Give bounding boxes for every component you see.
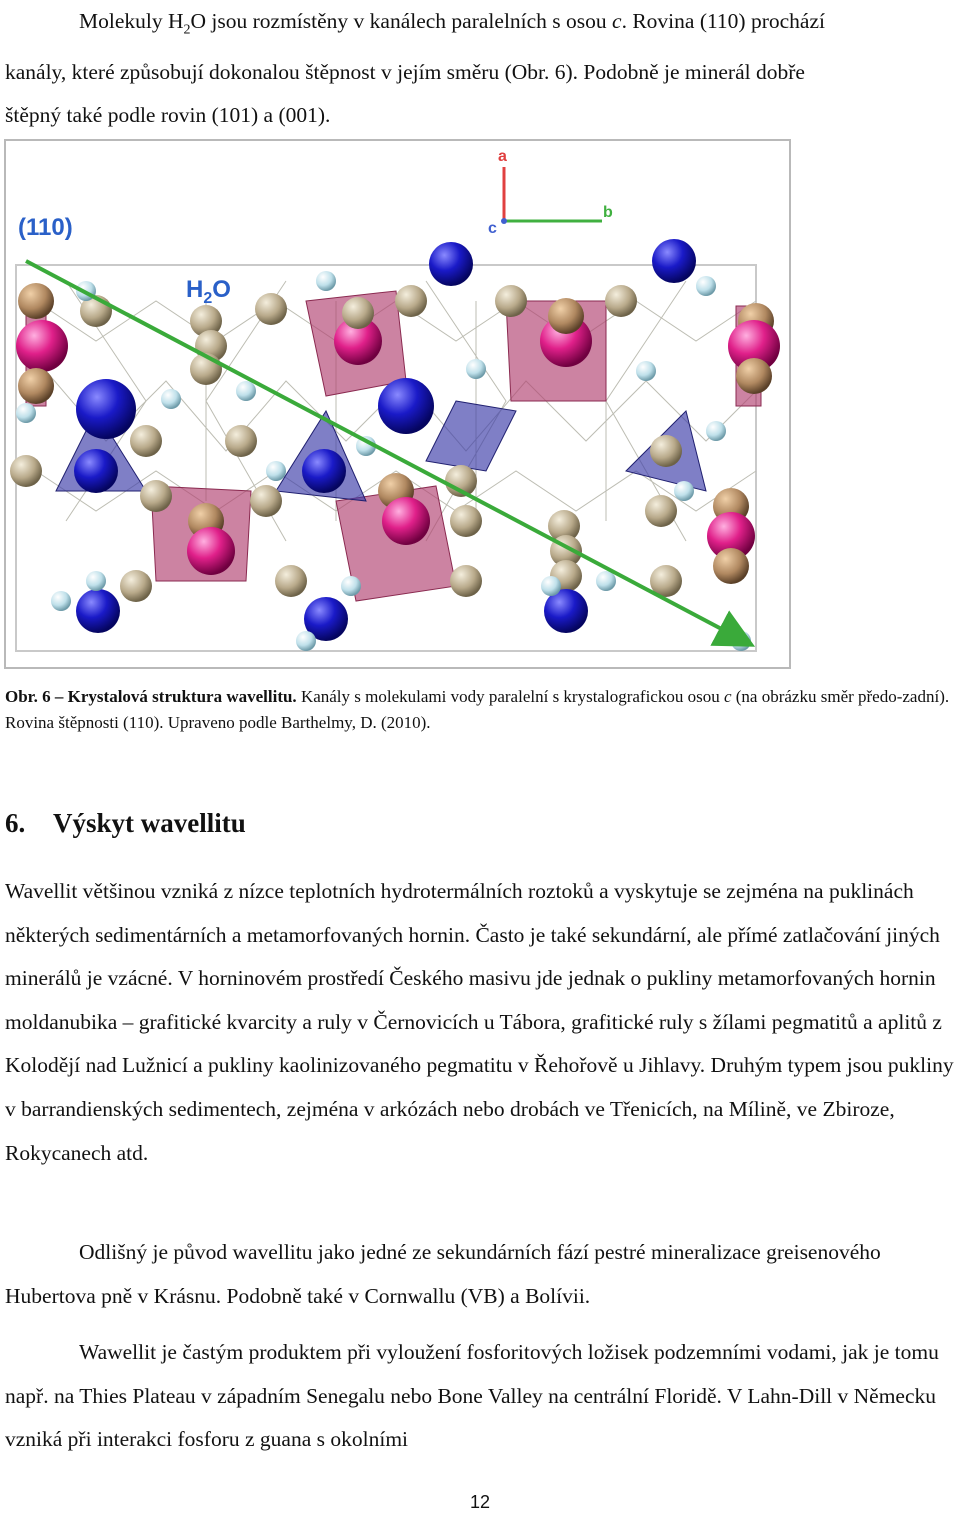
hydrogen-atom <box>674 481 694 501</box>
oxygen-atom <box>18 283 54 319</box>
hydrogen-atom <box>161 389 181 409</box>
oxygen-atom <box>250 485 282 517</box>
section-number: 6. <box>5 808 26 838</box>
crystal-structure-figure <box>4 139 791 669</box>
axis-c-dot <box>501 218 507 224</box>
oxygen-atom <box>605 285 637 317</box>
caption-text: Kanály s molekulami vody paralelní s krystalografickou osou <box>296 687 724 706</box>
hydrogen-atom <box>341 576 361 596</box>
hydrogen-atom <box>236 381 256 401</box>
plane-label: (110) <box>18 214 73 241</box>
section-title: Výskyt wavellitu <box>53 808 246 838</box>
oxygen-atom <box>275 565 307 597</box>
oxygen-atom <box>713 548 749 584</box>
phosphorus-atom <box>302 449 346 493</box>
oxygen-atom <box>140 480 172 512</box>
hydrogen-atom <box>466 359 486 379</box>
intro-paragraph <box>5 0 960 137</box>
oxygen-atom <box>450 565 482 597</box>
caption-label: Obr. 6 – Krystalová struktura wavellitu. <box>5 687 297 706</box>
aluminium-atom <box>382 497 430 545</box>
oxygen-atom <box>18 368 54 404</box>
oxygen-atom <box>548 298 584 334</box>
intro-text: štěpný také podle rovin (101) a (001). <box>5 103 331 128</box>
axis-symbol: c <box>612 9 622 33</box>
tetrahedron <box>426 401 516 471</box>
aluminium-atom <box>187 527 235 575</box>
phosphorus-atom <box>74 449 118 493</box>
section-heading <box>5 808 246 839</box>
intro-text: kanály, které způsobují dokonalou štěpnost v jejím směru (Obr. 6). Podobně je minerál dobře <box>5 60 805 85</box>
axis-c-label: c <box>488 220 497 237</box>
oxygen-atom <box>342 297 374 329</box>
hydrogen-atom <box>596 571 616 591</box>
phosphorus-atom <box>76 589 120 633</box>
phosphorus-atom <box>429 242 473 286</box>
axis-b-label: b <box>603 204 613 221</box>
hydrogen-atom <box>541 576 561 596</box>
oxygen-atom <box>255 293 287 325</box>
water-label: $H_2O$ <box>186 276 231 307</box>
oxygen-atom <box>650 435 682 467</box>
crystal-structure-drawing <box>6 141 789 667</box>
hydrogen-atom <box>296 631 316 651</box>
intro-text: . Rovina (110) prochází <box>621 9 825 33</box>
oxygen-atom <box>645 495 677 527</box>
paragraph-2-text: Odlišný je původ wavellitu jako jedné ze sekundárních fází pestré mineralizace greisenového Hubertova pně v Krásnu. Podobně také v Cornwallu (VB) a Bolívii. <box>5 1240 881 1308</box>
axis-symbol: c <box>723 687 732 706</box>
caption-text: (na obrázku směr předo-zadní). Rovina štěpnosti (110). Upraveno podle Barthelmy, D. (2010). <box>5 687 950 732</box>
page-number: 12 <box>469 1492 491 1512</box>
paragraph-3-text: Wawellit je častým produktem při vyloužení fosforitových ložisek podzemními vodami, jak je tomu např. na Thies Plateau v západním Senegalu nebo Bone Valley na centrální Floridě. V Lahn-Dill v Německu vzniká při interakci fosforu z guana s okolními <box>5 1340 939 1452</box>
oxygen-atom <box>120 570 152 602</box>
hydrogen-atom <box>266 461 286 481</box>
paragraph-2 <box>5 1231 960 1318</box>
hydrogen-atom <box>86 571 106 591</box>
aluminium-atom <box>16 320 68 372</box>
hydrogen-atom <box>706 421 726 441</box>
oxygen-atom <box>450 505 482 537</box>
figure-caption <box>5 684 955 736</box>
paragraph-3 <box>5 1331 960 1462</box>
oxygen-atom <box>395 285 427 317</box>
hydrogen-atom <box>316 271 336 291</box>
paragraph-1: Wavellit většinou vzniká z nízce teplotních hydrotermálních roztoků a vyskytuje se zejména na puklinách některých sedimentárních a metamorfovaných hornin. Často je také sekundární, ale přímé zatlačování jiných minerálů je vzácné. V horninovém prostředí Českého masivu jde jednak o pukliny metamorfovaných hornin moldanubika – grafitické kvarcity a ruly v Černovicích u Tábora, grafitické ruly s žílami pegmatitů a aplitů z Kolodějí nad Lužnicí a pukliny kaolinizovaného pegmatitu v Řehořově u Jihlavy. Druhým typem jsou pukliny v barrandienských sedimentech, zejména v arkózách nebo drobách ve Třenicích, na Mílině, ve Zbiroze, Rokycanech atd. <box>5 879 954 1165</box>
oxygen-atom <box>10 455 42 487</box>
phosphorus-atom <box>378 378 434 434</box>
axis-a-label: a <box>498 148 507 165</box>
oxygen-atom <box>130 425 162 457</box>
intro-text: O jsou rozmístěny v kanálech paralelních s osou <box>190 9 613 33</box>
intro-text: Molekuly H <box>79 9 184 33</box>
hydrogen-atom <box>696 276 716 296</box>
hydrogen-atom <box>16 403 36 423</box>
phosphorus-atom <box>76 379 136 439</box>
phosphorus-atom <box>652 239 696 283</box>
hydrogen-atom <box>51 591 71 611</box>
oxygen-atom <box>225 425 257 457</box>
hydrogen-atom <box>636 361 656 381</box>
oxygen-atom <box>495 285 527 317</box>
subscript: 2 <box>183 22 191 38</box>
oxygen-atom <box>736 358 772 394</box>
